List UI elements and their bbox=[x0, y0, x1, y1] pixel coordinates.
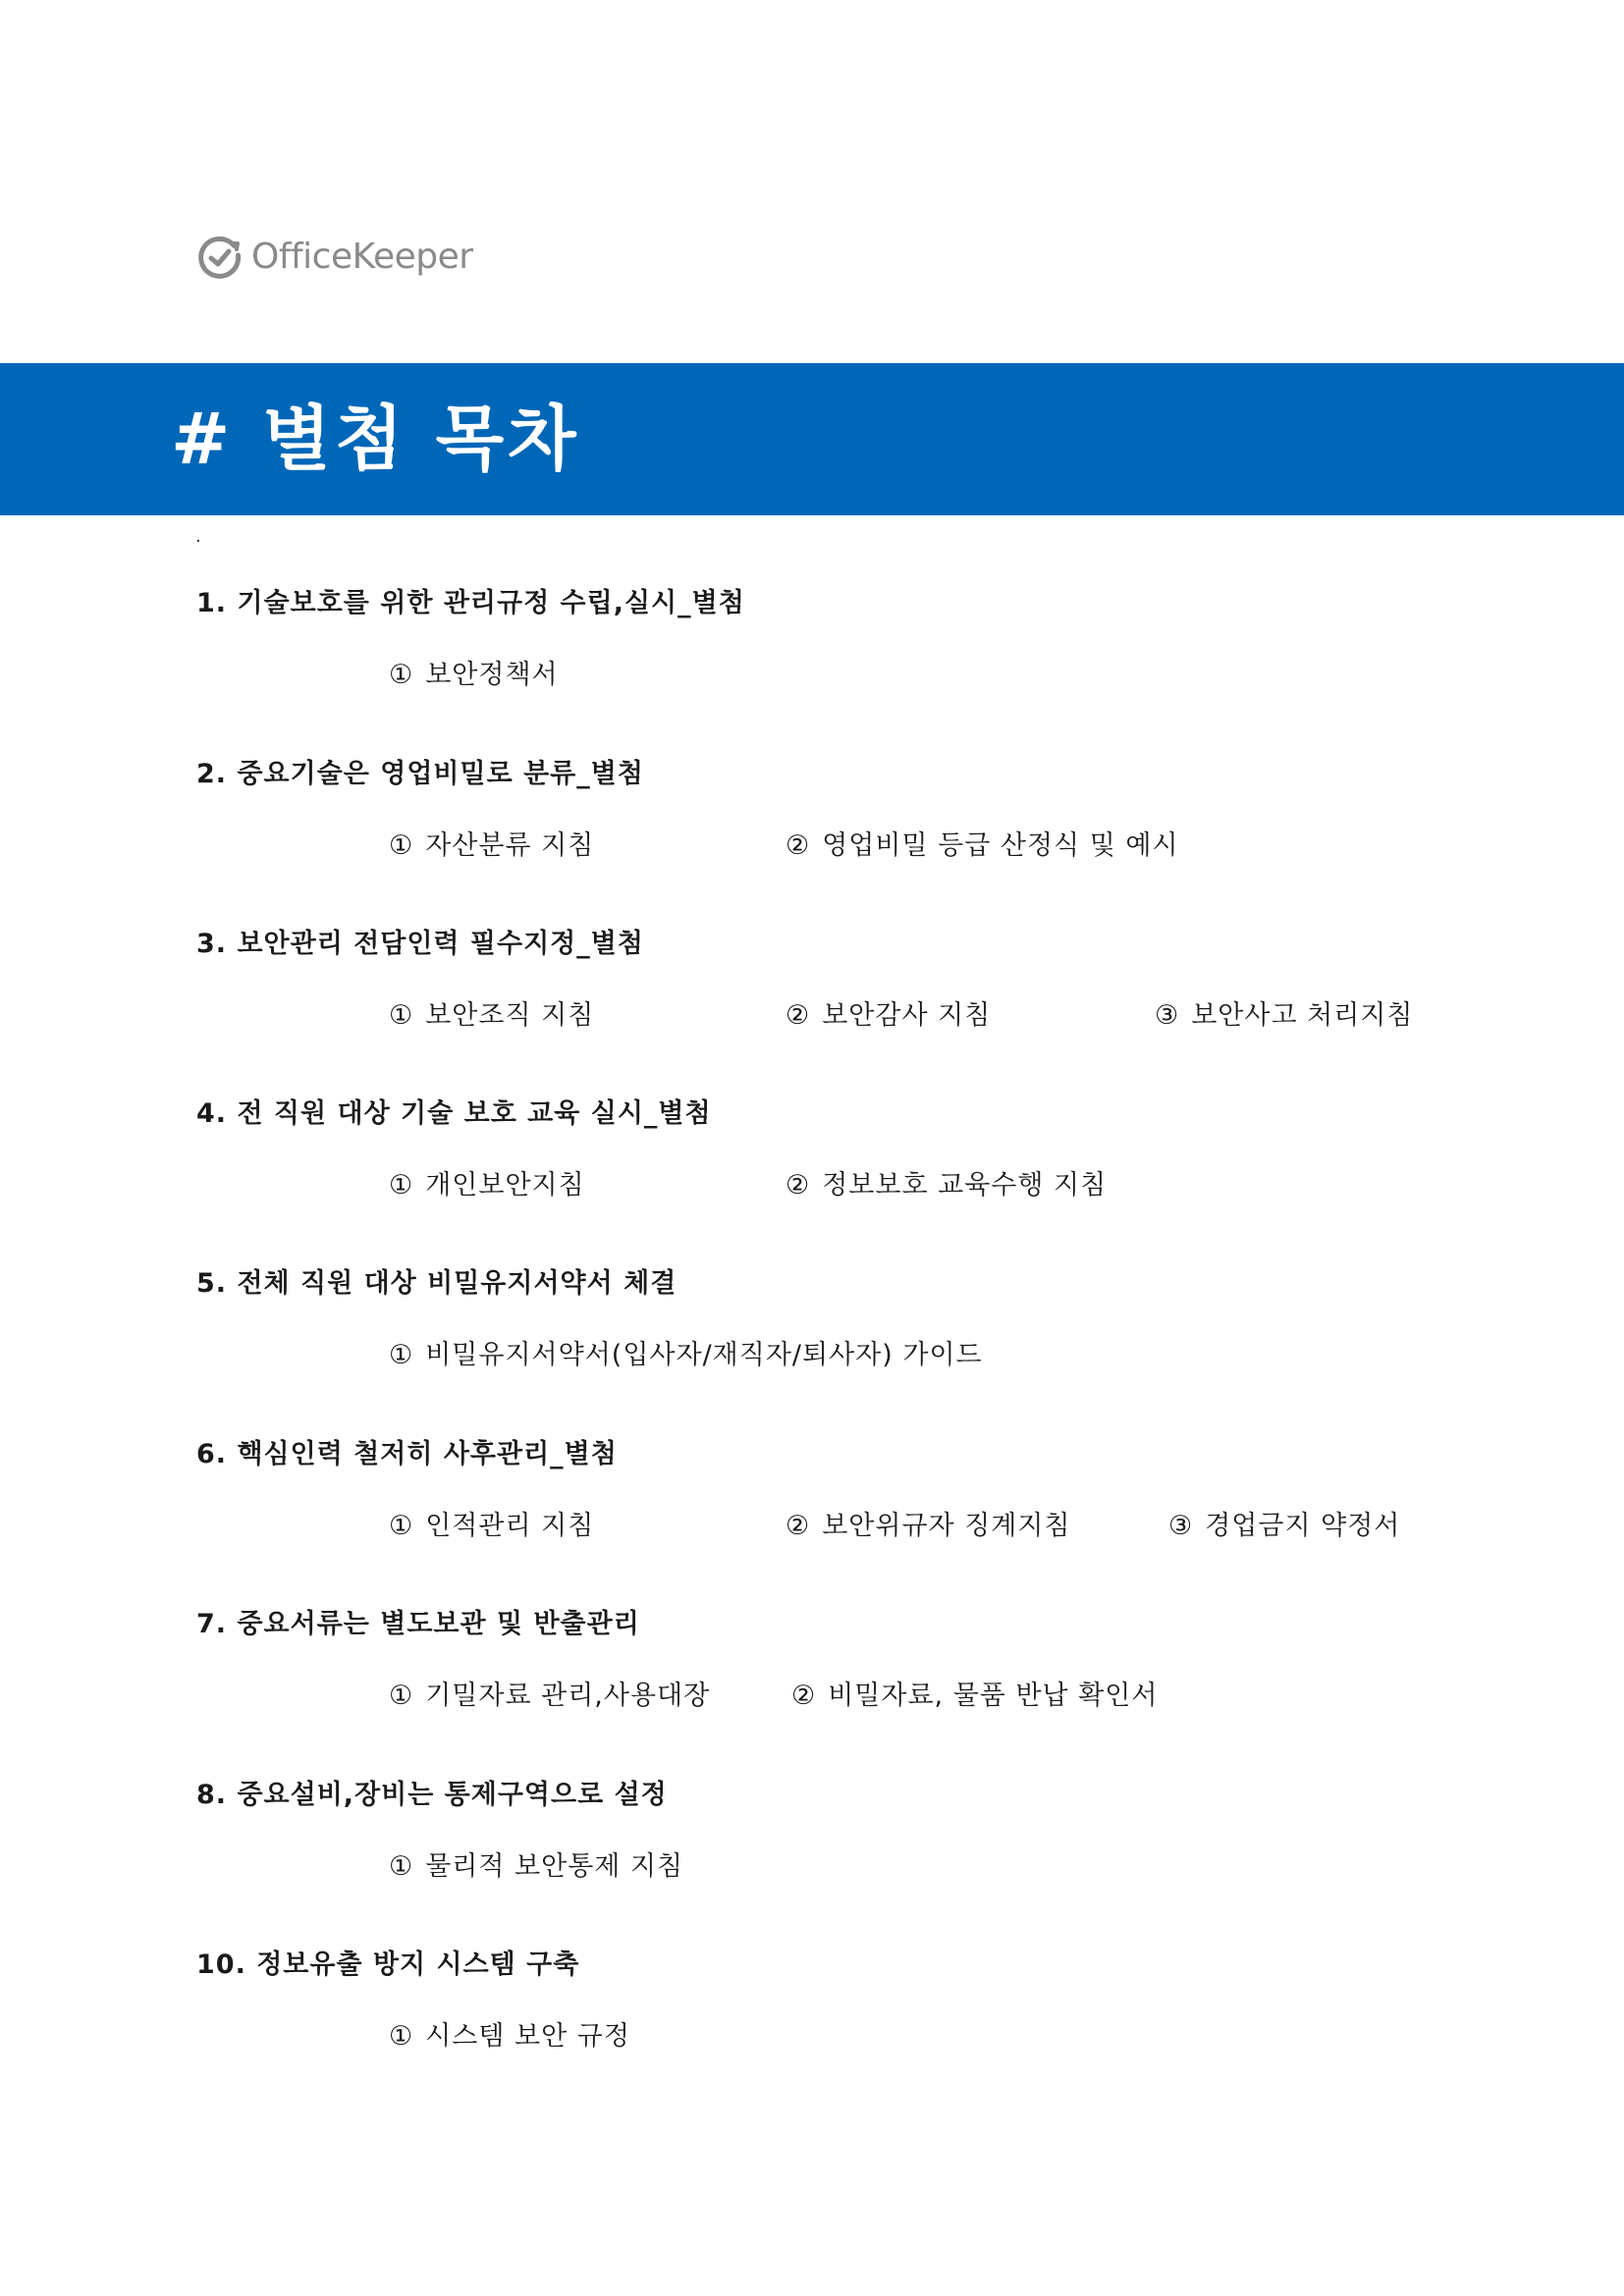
list-item bbox=[785, 1166, 1107, 1205]
check-circle-icon bbox=[196, 234, 244, 281]
item-label: 비밀유지서약서(입사자/재직자/퇴사자) 가이드 bbox=[425, 1340, 983, 1370]
list-item bbox=[1168, 1507, 1400, 1546]
list-item bbox=[785, 996, 991, 1036]
section-title: 5. 전체 직원 대상 비밀유지서약서 체결 bbox=[196, 1268, 677, 1299]
item-label: 시스템 보안 규정 bbox=[425, 2021, 630, 2052]
item-number: ② bbox=[785, 1000, 811, 1031]
section-title: 7. 중요서류는 별도보관 및 반출관리 bbox=[196, 1609, 640, 1639]
list-item bbox=[389, 996, 594, 1036]
item-number: ② bbox=[791, 1681, 817, 1711]
item-number: ② bbox=[785, 830, 811, 861]
item-number: ③ bbox=[1155, 1000, 1180, 1031]
item-label: 인적관리 지침 bbox=[425, 1511, 595, 1541]
item-label: 물리적 보안통제 지침 bbox=[425, 1851, 684, 1882]
section-title: 3. 보안관리 전담인력 필수지정_별첨 bbox=[196, 929, 644, 959]
item-number: ① bbox=[389, 1511, 414, 1541]
item-number: ① bbox=[389, 830, 414, 861]
item-number: ③ bbox=[1168, 1511, 1194, 1541]
section-title: 6. 핵심인력 철저히 사후관리_별첨 bbox=[196, 1439, 618, 1469]
item-number: ① bbox=[389, 1681, 414, 1711]
list-item bbox=[785, 827, 1179, 866]
list-item bbox=[389, 1507, 594, 1546]
item-number: ① bbox=[389, 1340, 414, 1370]
item-number: ① bbox=[389, 1000, 414, 1031]
list-item bbox=[785, 1507, 1071, 1546]
section-title: 2. 중요기술은 영업비밀로 분류_별첨 bbox=[196, 759, 644, 789]
list-item bbox=[389, 1166, 585, 1205]
item-label: 보안정책서 bbox=[425, 660, 559, 690]
item-number: ① bbox=[389, 1851, 414, 1882]
item-number: ② bbox=[785, 1511, 811, 1541]
list-item bbox=[389, 2017, 630, 2056]
list-item bbox=[389, 1677, 710, 1716]
item-label: 보안위규자 징계지침 bbox=[822, 1511, 1071, 1541]
section-title: 4. 전 직원 대상 기술 보호 교육 실시_별첨 bbox=[196, 1098, 712, 1129]
list-item bbox=[389, 1847, 683, 1887]
item-number: ② bbox=[785, 1170, 811, 1201]
item-label: 경업금지 약정서 bbox=[1205, 1511, 1401, 1541]
item-label: 자산분류 지침 bbox=[425, 830, 595, 861]
list-item bbox=[1155, 996, 1413, 1036]
item-label: 보안감사 지침 bbox=[822, 1000, 992, 1031]
item-label: 보안조직 지침 bbox=[425, 1000, 595, 1031]
page-title: # 별첨 목차 bbox=[171, 398, 580, 480]
list-item bbox=[389, 1336, 983, 1375]
logo-text: OfficeKeeper bbox=[251, 237, 473, 277]
officekeeper-logo bbox=[196, 230, 473, 285]
list-item bbox=[389, 656, 559, 695]
section-title: 10. 정보유출 방지 시스템 구축 bbox=[196, 1949, 580, 1980]
item-number: ① bbox=[389, 2021, 414, 2052]
item-label: 보안사고 처리지침 bbox=[1191, 1000, 1414, 1031]
title-banner bbox=[0, 363, 1624, 515]
item-label: 비밀자료, 물품 반납 확인서 bbox=[828, 1681, 1159, 1711]
section-title: 8. 중요설비,장비는 통제구역으로 설정 bbox=[196, 1780, 668, 1810]
list-item bbox=[791, 1677, 1158, 1716]
stray-dot: . bbox=[195, 526, 201, 547]
section-title: 1. 기술보호를 위한 관리규정 수립,실시_별첨 bbox=[196, 588, 745, 618]
item-number: ① bbox=[389, 1170, 414, 1201]
item-label: 정보보호 교육수행 지침 bbox=[822, 1170, 1108, 1201]
item-label: 영업비밀 등급 산정식 및 예시 bbox=[822, 830, 1179, 861]
item-number: ① bbox=[389, 660, 414, 690]
list-item bbox=[389, 827, 594, 866]
item-label: 기밀자료 관리,사용대장 bbox=[425, 1681, 711, 1711]
item-label: 개인보안지침 bbox=[425, 1170, 585, 1201]
